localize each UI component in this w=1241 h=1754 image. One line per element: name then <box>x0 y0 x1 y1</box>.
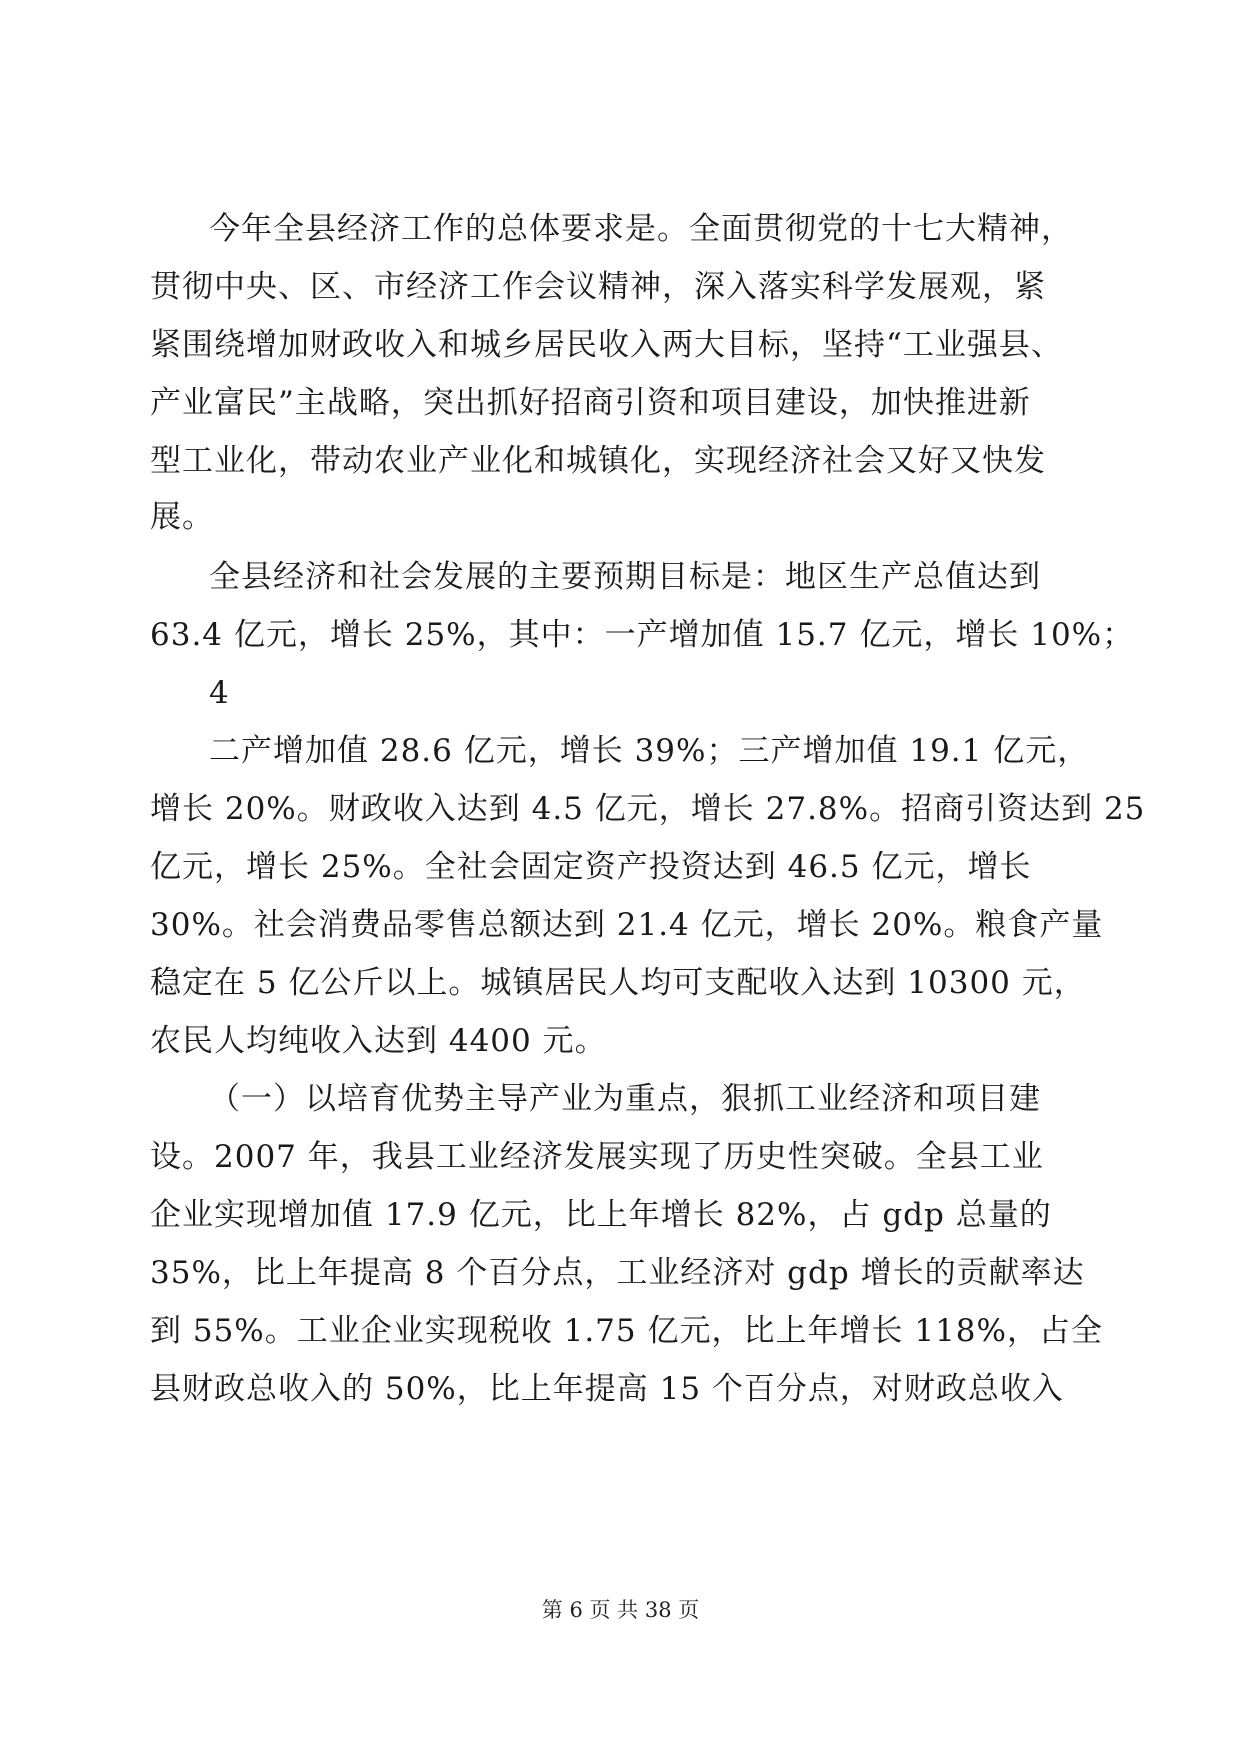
text-line: 二产增加值 28.6 亿元，增长 39%；三产增加值 19.1 亿元， <box>209 733 1090 769</box>
text-line: 企业实现增加值 17.9 亿元，比上年增长 82%，占 gdp 总量的 <box>150 1197 1052 1233</box>
text-line: 增长 20%。财政收入达到 4.5 亿元，增长 27.8%。招商引资达到 25 <box>150 791 1146 827</box>
page-number-footer: 第 6 页 共 38 页 <box>541 1598 700 1622</box>
text-line: 35%，比上年提高 8 个百分点，工业经济对 gdp 增长的贡献率达 <box>150 1255 1085 1291</box>
text-line: 到 55%。工业企业实现税收 1.75 亿元，比上年增长 118%，占全 <box>150 1313 1103 1349</box>
text-line: 30%。社会消费品零售总额达到 21.4 亿元，增长 20%。粮食产量 <box>150 907 1104 943</box>
text-line: 型工业化，带动农业产业化和城镇化，实现经济社会又好又快发 <box>150 443 1046 479</box>
text-line: 贯彻中央、区、市经济工作会议精神，深入落实科学发展观，紧 <box>150 269 1046 305</box>
text-line: 紧围绕增加财政收入和城乡居民收入两大目标，坚持“工业强县、 <box>150 327 1063 363</box>
text-line: 县财政总收入的 50%，比上年提高 15 个百分点，对财政总收入 <box>150 1371 1064 1407</box>
text-line: 全县经济和社会发展的主要预期目标是：地区生产总值达到 <box>209 559 1041 595</box>
text-line: （一）以培育优势主导产业为重点，狠抓工业经济和项目建 <box>209 1081 1041 1117</box>
text-line: 设。2007 年，我县工业经济发展实现了历史性突破。全县工业 <box>150 1139 1044 1175</box>
text-line: 63.4 亿元，增长 25%，其中：一产增加值 15.7 亿元，增长 10%； <box>150 617 1135 653</box>
text-line: 产业富民”主战略，突出抓好招商引资和项目建设，加快推进新 <box>150 385 1031 421</box>
text-line: 农民人均纯收入达到 4400 元。 <box>150 1023 607 1059</box>
text-line: 亿元，增长 25%。全社会固定资产投资达到 46.5 亿元，增长 <box>150 849 1032 885</box>
text-line: 稳定在 5 亿公斤以上。城镇居民人均可支配收入达到 10300 元， <box>150 965 1086 1001</box>
text-line: 展。 <box>150 499 214 535</box>
text-line: 今年全县经济工作的总体要求是。全面贯彻党的十七大精神， <box>209 211 1073 247</box>
text-line: 4 <box>209 675 230 711</box>
